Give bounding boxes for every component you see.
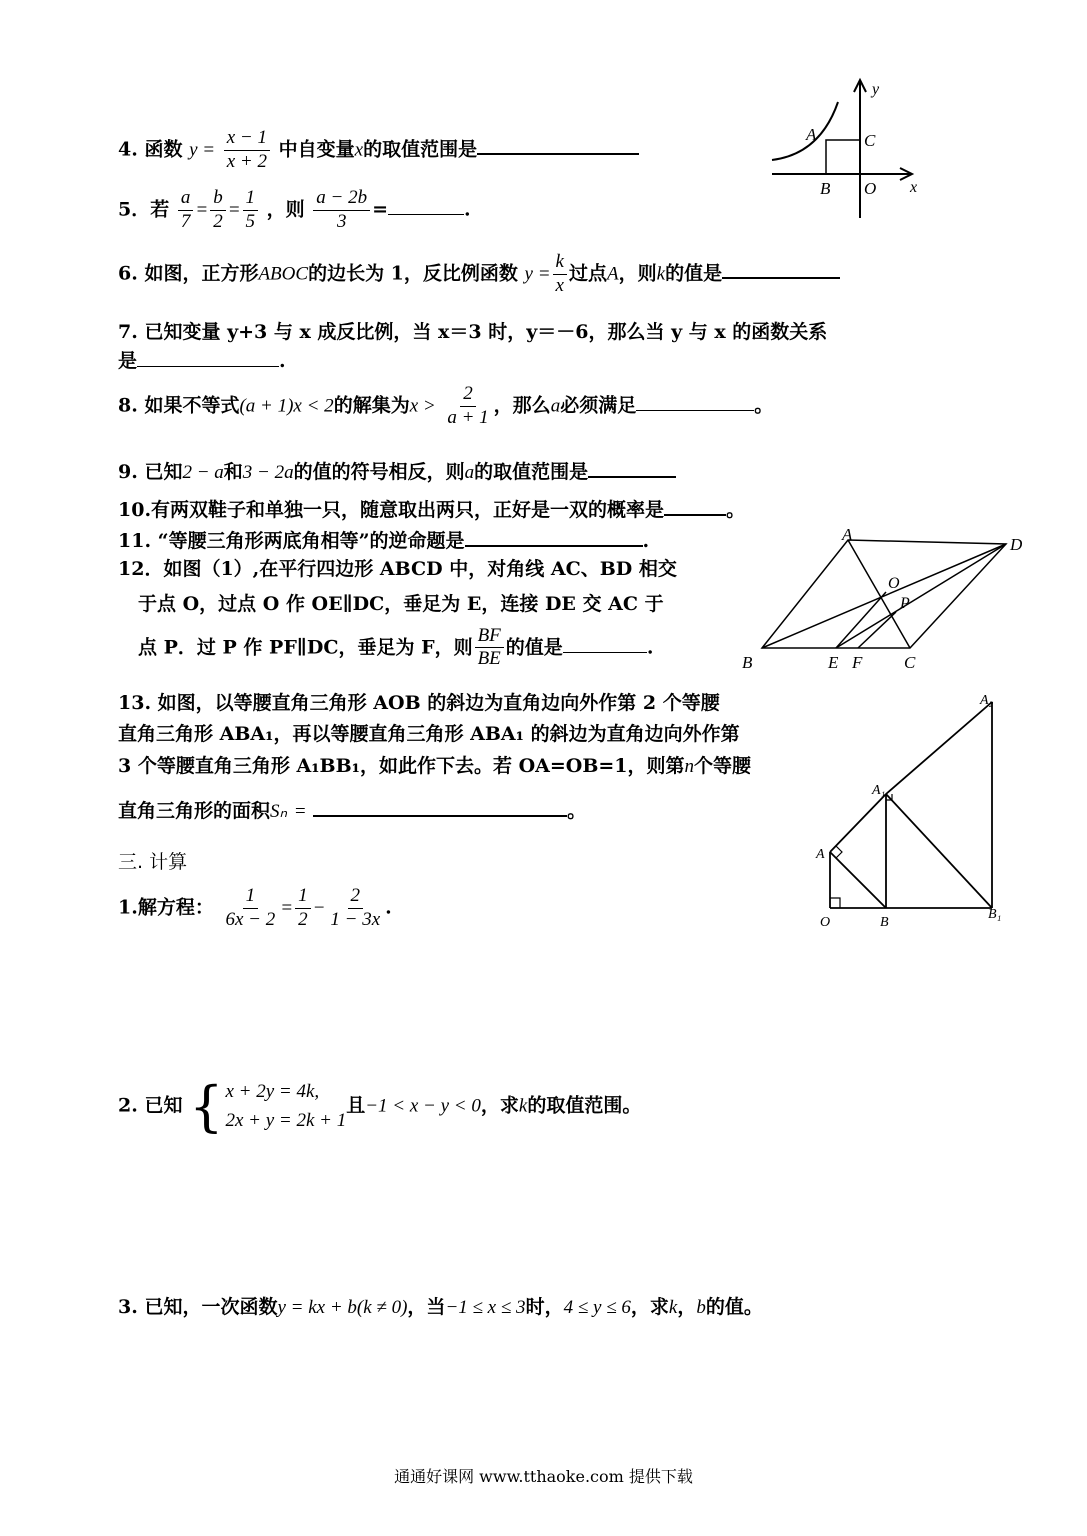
q5-f4n: a − 2b: [313, 188, 370, 211]
q6-fn: k: [553, 252, 567, 275]
fig1-label-B: B: [820, 179, 831, 198]
fig3-segment-AA1: [830, 794, 886, 852]
q13-line1: 13. 如图，以等腰直角三角形 AOB 的斜边为直角边向外作第 2 个等腰: [118, 692, 720, 714]
question-7: [118, 318, 827, 377]
fig2-label-P: P: [900, 595, 910, 612]
fig2-segment-DE: [836, 544, 1006, 648]
q13-eq: =: [293, 801, 307, 823]
q4-den: x + 2: [226, 150, 267, 172]
section-3-title-text: 三. 计算: [118, 851, 188, 873]
q12-line1: 12．如图（1）,在平行四边形 ABCD 中，对角线 AC、BD 相交: [118, 558, 677, 580]
q13-n: n: [684, 755, 695, 777]
q10-end: 。: [726, 499, 746, 521]
q5-f2d: 2: [213, 210, 223, 232]
q5-frac-2: [210, 188, 226, 233]
question-6: [118, 252, 840, 297]
q5-suffix: =: [372, 198, 389, 221]
fig2-label-E: E: [828, 653, 839, 672]
calc-1: [118, 886, 392, 931]
q5-f2n: b: [210, 188, 226, 211]
q6-square: ABOC: [258, 263, 309, 285]
q12-answer-blank[interactable]: [563, 634, 647, 653]
q6-point: A: [607, 263, 619, 285]
q13-line3b: 个等腰: [694, 754, 752, 777]
q13-end: 。: [567, 800, 587, 823]
q5-answer-blank[interactable]: [388, 196, 464, 215]
c1-end: .: [385, 896, 392, 919]
c1-f2d: 2: [298, 908, 308, 930]
c3-prefix: 3. 已知，一次函数: [118, 1296, 278, 1318]
c1-f1d: 6x − 2: [225, 908, 276, 930]
c3-comma: ，: [677, 1296, 697, 1318]
fig1-label-A: A: [806, 125, 817, 144]
q8-mid: 的解集为: [333, 394, 410, 417]
q6-eq: y =: [524, 263, 551, 285]
c3-range-x: −1 ≤ x ≤ 3: [445, 1297, 526, 1318]
question-13: [118, 688, 751, 827]
c2-prefix: 2. 已知: [118, 1094, 183, 1117]
q13-line3a: 3 个等腰直角三角形 A₁BB₁，如此作下去。若 OA=OB=1，则第: [118, 754, 685, 777]
q12-line3: 点 P．过 P 作 PF∥DC，垂足为 F，则: [138, 635, 473, 658]
fig1-label-x: x: [910, 179, 918, 196]
c1-f2n: 1: [295, 886, 311, 909]
q5-f4d: 3: [336, 210, 347, 232]
q4-prefix: 4. 函数: [118, 138, 183, 161]
q8-frac: [444, 384, 491, 429]
fig1-label-y: y: [872, 81, 880, 98]
fig2-label-D: D: [1010, 535, 1023, 554]
q5-eq2: =: [227, 199, 241, 221]
q5-frac-3: [243, 188, 259, 233]
fig3-label-B1: B₁: [988, 907, 1002, 922]
fig3-segment-A1A2: [886, 702, 992, 794]
q8-fd: a + 1: [447, 406, 489, 428]
c2-end: 的取值范围。: [527, 1094, 642, 1117]
q9-mid: 和: [223, 461, 243, 483]
fig1-square: [826, 140, 860, 174]
q7-answer-blank[interactable]: [137, 348, 279, 367]
q12-line2: 于点 O，过点 O 作 OE∥DC，垂足为 E，连接 DE 交 AC 于: [138, 592, 664, 615]
c2-suffix: ，求: [480, 1094, 519, 1117]
q9-expr1: 2 − a: [182, 462, 224, 483]
fig2-label-O: O: [888, 575, 900, 592]
c1-minus: −: [312, 897, 326, 919]
fig2-segment-OE: [836, 592, 886, 648]
fig2-label-C: C: [904, 653, 916, 672]
c1-frac-1: [222, 886, 278, 931]
q6-mid2: 过点: [568, 262, 607, 285]
q13-s: Sₙ: [270, 801, 288, 823]
fig1-label-C: C: [864, 131, 876, 150]
c2-inequality: −1 < x − y < 0: [365, 1095, 481, 1117]
q6-mid3: ，则: [618, 262, 657, 285]
figure-square-hyperbola: [760, 70, 940, 230]
c2-eq2: 2x + y = 2k + 1: [225, 1109, 347, 1131]
c1-f3n: 2: [348, 886, 364, 909]
footer-text: 通通好课网 www.tthaoke.com 提供下载: [394, 1467, 693, 1486]
fig1-hyperbola: [772, 102, 838, 160]
question-4: [118, 128, 639, 173]
fig3-label-A1: A₁: [872, 783, 886, 798]
q9-answer-blank[interactable]: [588, 458, 676, 478]
question-11: [118, 527, 649, 553]
q4-mid: 中自变量: [278, 138, 355, 161]
figure-right-triangles: [812, 690, 1022, 940]
q6-suffix: 的值是: [665, 262, 723, 285]
q4-eq: y =: [189, 139, 216, 161]
q8-mid2: ，那么: [493, 394, 551, 417]
q8-fn: 2: [460, 384, 476, 407]
q6-frac: [553, 252, 567, 297]
q12-suffix: 的值是: [505, 635, 563, 658]
q9-mid2: 的值的符号相反，则: [293, 461, 465, 483]
q5-end: .: [464, 198, 471, 221]
q8-a: a: [550, 395, 561, 417]
footer: [0, 1464, 1087, 1487]
q5-prefix: 5．若: [118, 198, 170, 221]
q10-answer-blank[interactable]: [664, 496, 726, 516]
fig3-right-angle-A: [836, 846, 842, 858]
q6-k: k: [656, 263, 666, 285]
q6-prefix: 6. 如图，正方形: [118, 262, 259, 285]
q8-end: 。: [754, 394, 774, 417]
c3-b: b: [696, 1297, 706, 1318]
question-10: [118, 496, 745, 522]
q7-line2: 是: [118, 350, 138, 373]
fig2-label-A: A: [842, 528, 853, 544]
fig3-right-angle-O: [830, 898, 840, 908]
q8-x: x >: [409, 395, 436, 417]
q5-f3n: 1: [243, 188, 259, 211]
c3-mid2: 时，: [525, 1296, 564, 1318]
q4-num: x − 1: [224, 128, 270, 151]
q4-fraction: [224, 128, 270, 173]
q5-eq1: =: [195, 199, 209, 221]
c3-range-y: 4 ≤ y ≤ 6: [563, 1297, 631, 1318]
q4-suffix: 的取值范围是: [363, 138, 478, 161]
question-5: [118, 188, 471, 233]
c3-end: 的值。: [705, 1296, 763, 1318]
fig3-label-O: O: [820, 915, 831, 930]
c1-frac-2: [295, 886, 311, 931]
c2-k: k: [518, 1095, 528, 1117]
q7-line1: 7. 已知变量 y+3 与 x 成反比例，当 x＝3 时，y＝－6，那么当 y 与 x 的函数关系: [118, 321, 828, 343]
c2-brace: {: [189, 1074, 224, 1138]
q5-frac-1: [178, 188, 194, 233]
q8-suffix: 必须满足: [560, 394, 637, 417]
q13-answer-blank[interactable]: [313, 797, 567, 817]
q8-answer-blank[interactable]: [636, 392, 754, 411]
q5-mid: ，则: [266, 198, 305, 221]
q12-fn: BF: [475, 626, 504, 649]
q9-a: a: [464, 462, 475, 483]
c1-eq: =: [280, 897, 294, 919]
fig3-segment-A1B1: [886, 794, 992, 908]
fig3-segment-AB: [830, 852, 886, 908]
q6-answer-blank[interactable]: [722, 259, 840, 279]
q5-frac-4: [313, 188, 370, 233]
figure-parallelogram: [738, 528, 1048, 678]
c1-f3d: 1 − 3x: [330, 908, 381, 930]
q6-fd: x: [555, 274, 564, 296]
q5-f1d: 7: [180, 210, 191, 232]
q7-end: .: [279, 350, 286, 373]
q9-suffix: 的取值范围是: [474, 461, 589, 483]
c3-mid3: ，求: [630, 1296, 669, 1318]
q4-var: x: [354, 139, 364, 161]
fig2-diagonal-BD: [762, 544, 1006, 648]
fig3-label-B: B: [880, 915, 889, 930]
q12-end: .: [646, 635, 654, 658]
q13-line2: 直角三角形 ABA₁，再以等腰直角三角形 ABA₁ 的斜边为直角边向外作第: [118, 723, 740, 746]
c3-function: y = kx + b(k ≠ 0): [277, 1297, 408, 1318]
fig1-label-O: O: [864, 179, 877, 198]
c3-k: k: [668, 1297, 678, 1318]
question-12: [118, 558, 677, 670]
q12-fd: BE: [477, 648, 501, 670]
section-3-title: [118, 851, 187, 874]
q5-f1n: a: [178, 188, 194, 211]
c2-system: [189, 1074, 347, 1138]
q10-text: 10.有两双鞋子和单独一只，随意取出两只，正好是一双的概率是: [118, 499, 665, 521]
c2-mid: 且: [346, 1094, 366, 1117]
q6-mid: 的边长为 1，反比例函数: [308, 262, 518, 285]
q11-answer-blank[interactable]: [465, 527, 643, 547]
q11-text: 11. “等腰三角形两底角相等”的逆命题是: [118, 530, 465, 552]
calc-3: [118, 1296, 763, 1320]
fig3-label-A: A: [816, 847, 825, 862]
fig3-label-A2: A₂: [980, 693, 994, 708]
fig2-label-F: F: [852, 653, 863, 672]
q4-answer-blank[interactable]: [477, 135, 639, 155]
c1-prefix: 1.解方程：: [118, 896, 214, 919]
c3-mid: ，当: [407, 1296, 446, 1318]
q11-end: .: [642, 530, 650, 552]
q12-frac: [475, 626, 504, 671]
q8-inequality: (a + 1)x < 2: [239, 395, 334, 417]
calc-2: [118, 1074, 642, 1138]
c1-frac-3: [327, 886, 383, 931]
question-8: [118, 384, 773, 429]
q5-f3d: 5: [245, 210, 256, 232]
q8-prefix: 8. 如果不等式: [118, 394, 240, 417]
q9-expr2: 3 − 2a: [242, 462, 294, 483]
fig2-label-B: B: [742, 653, 753, 672]
q9-prefix: 9. 已知: [118, 461, 183, 483]
c2-eq1: x + 2y = 4k,: [225, 1081, 320, 1102]
q13-line4: 直角三角形的面积: [118, 800, 271, 823]
fig2-diagonal-AC: [848, 540, 910, 648]
question-9: [118, 458, 676, 485]
c1-f1n: 1: [243, 886, 259, 909]
